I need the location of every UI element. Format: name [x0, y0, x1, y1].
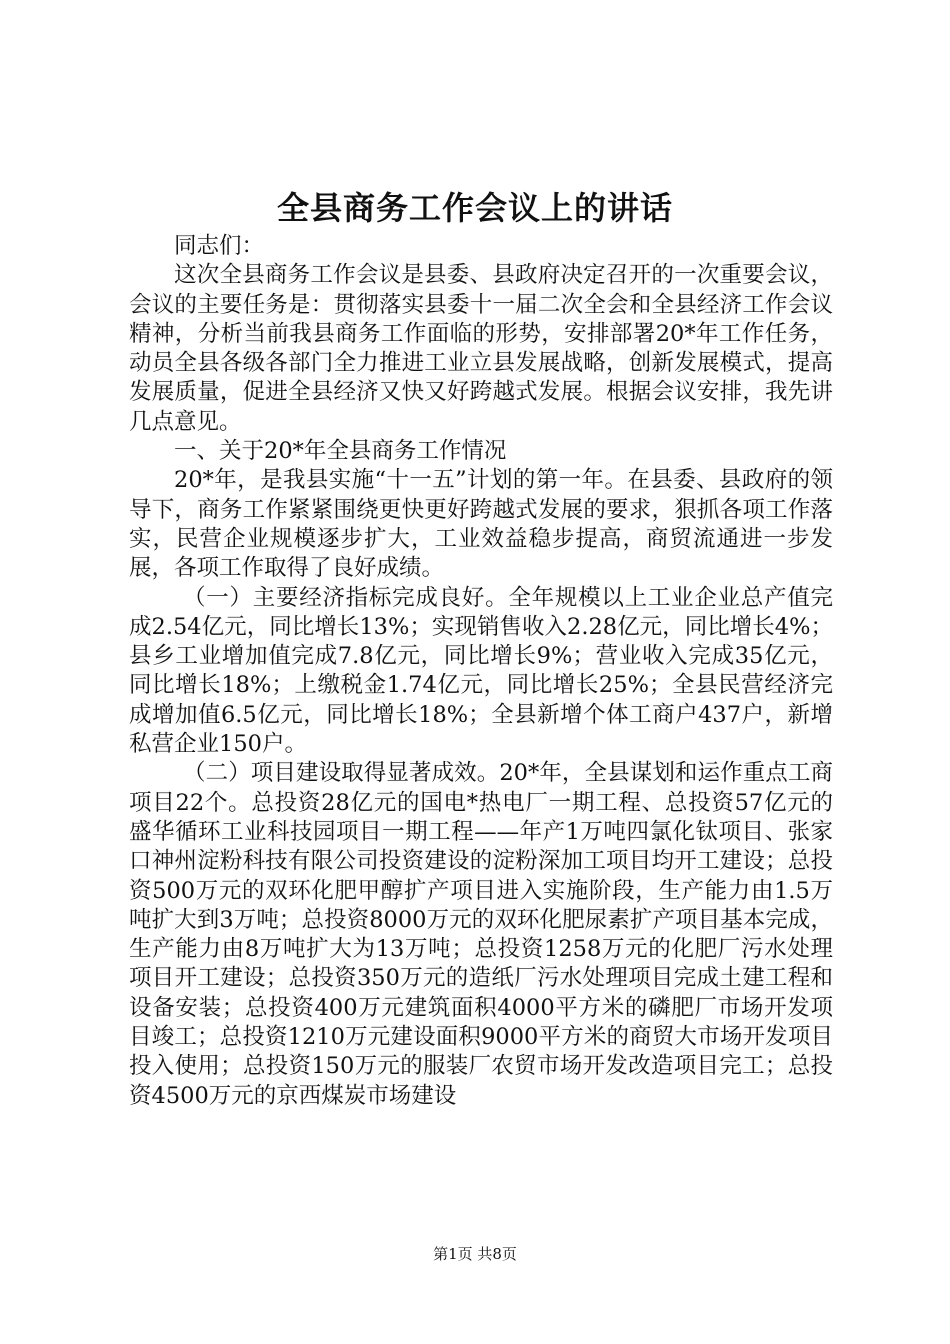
- salutation: 同志们：: [174, 233, 265, 259]
- page-number: 第1页 共8页: [433, 1245, 517, 1263]
- section-heading: 一、关于20*年全县商务工作情况: [174, 438, 507, 465]
- document-title: 全县商务工作会议上的讲话: [276, 189, 673, 227]
- paragraph-overview: 20*年，是我县实施“十一五”计划的第一年。在县委、县政府的领导下，商务工作紧紧围绕更快更好跨越式发展的要求，狠抓各项工作落实，民营企业规模逐步扩大，工业效益稳步提高，商贸流通进一步发展，各项工作取得了良好成绩。: [129, 467, 833, 582]
- paragraph-intro: 这次全县商务工作会议是县委、县政府决定召开的一次重要会议，会议的主要任务是：贯彻落实县委十一届二次全会和全县经济工作会议精神，分析当前我县商务工作面临的形势，安排部署20*年工作任务，动员全县各级各部门全力推进工业立县发展战略，创新发展模式，提高发展质量，促进全县经济又快又好跨越式发展。根据会议安排，我先讲几点意见。: [129, 262, 833, 435]
- document-body: [129, 232, 833, 1111]
- paragraph-projects: （二）项目建设取得显著成效。20*年，全县谋划和运作重点工商项目22个。总投资28亿元的国电*热电厂一期工程、总投资57亿元的盛华循环工业科技园项目一期工程——年产1万吨四氯化钛项目、张家口神州淀粉科技有限公司投资建设的淀粉深加工项目均开工建设；总投资500万元的双环化肥甲醇扩产项目进入实施阶段，生产能力由1.5万吨扩大到3万吨；总投资8000万元的双环化肥尿素扩产项目基本完成，生产能力由8万吨扩大为13万吨；总投资1258万元的化肥厂污水处理项目开工建设；总投资350万元的造纸厂污水处理项目完成土建工程和设备安装；总投资400万元建筑面积4000平方米的磷肥厂市场开发项目竣工；总投资1210万元建设面积9000平方米的商贸大市场开发项目投入使用；总投资150万元的服装厂农贸市场开发改造项目完工；总投资4500万元的京西煤炭市场建设: [129, 760, 833, 1109]
- paragraph-indicators: （一）主要经济指标完成良好。全年规模以上工业企业总产值完成2.54亿元，同比增长13%；实现销售收入2.28亿元，同比增长4%；县乡工业增加值完成7.8亿元，同比增长9%；营业收入完成35亿元，同比增长18%；上缴税金1.74亿元，同比增长25%；全县民营经济完成增加值6.5亿元，同比增长18%；全县新增个体工商户437户，新增私营企业150户。: [129, 584, 833, 758]
